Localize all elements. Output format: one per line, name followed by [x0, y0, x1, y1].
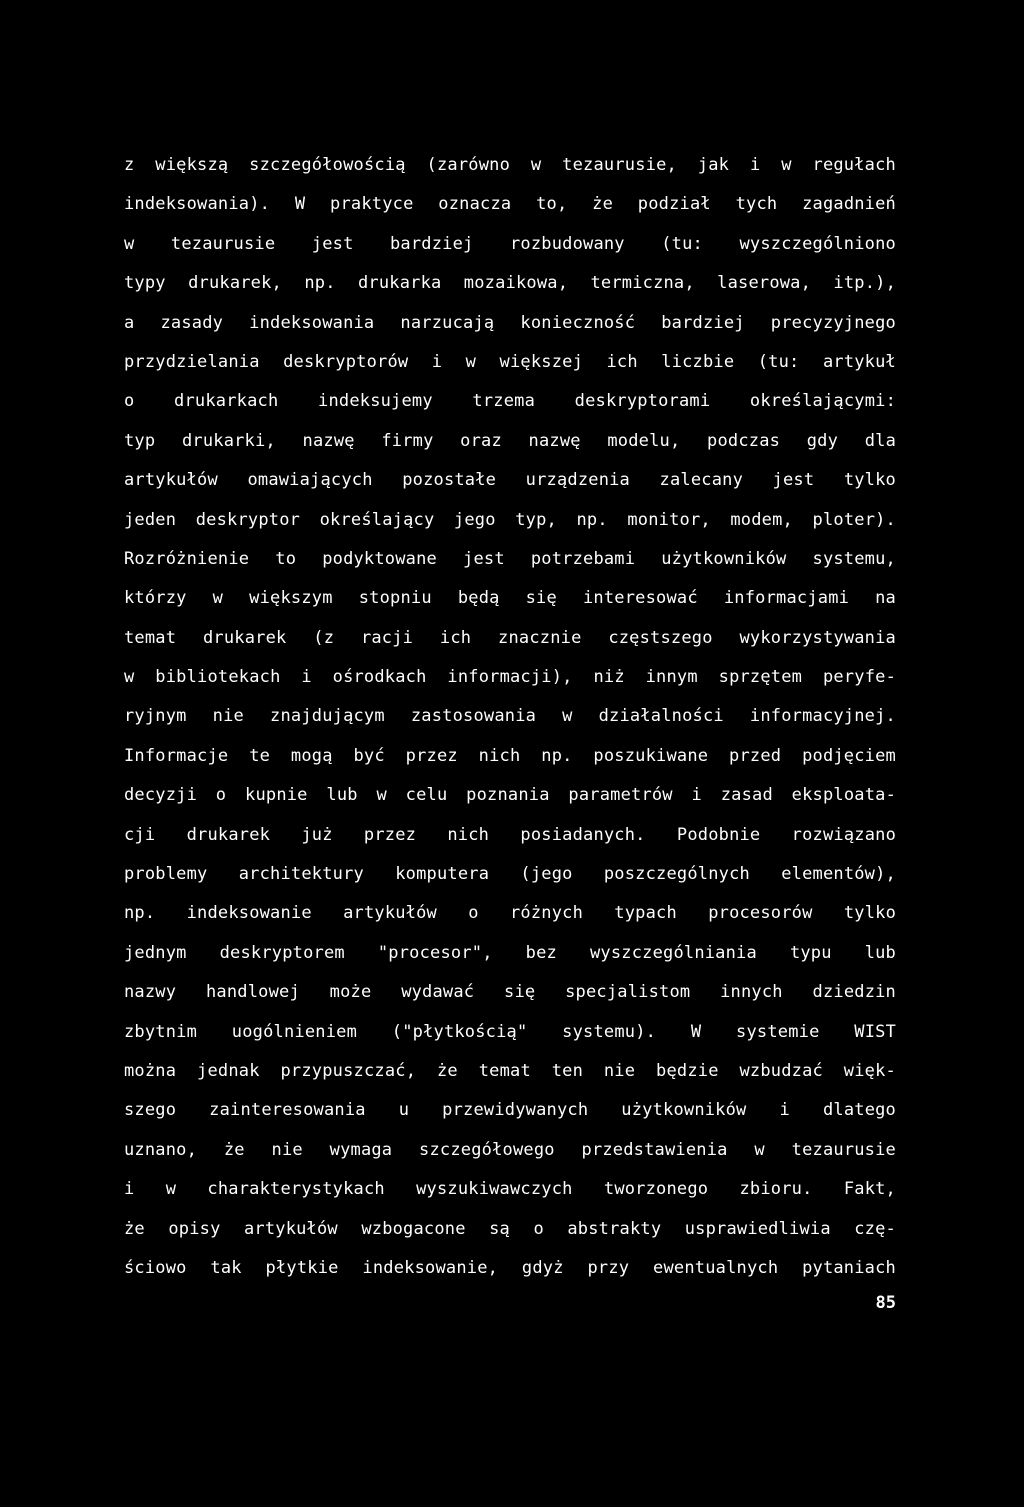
text-line: artykułów omawiających pozostałe urządzenia zalecany jest tylko [124, 470, 896, 491]
text-line: w bibliotekach i ośrodkach informacji), niż innym sprzętem peryfe- [124, 667, 896, 688]
text-line: typy drukarek, np. drukarka mozaikowa, termiczna, laserowa, itp.), [124, 273, 896, 294]
text-line: temat drukarek (z racji ich znacznie częstszego wykorzystywania [124, 627, 896, 648]
text-line: indeksowania). W praktyce oznacza to, że podział tych zagadnień [124, 194, 896, 215]
text-line: szego zainteresowania u przewidywanych użytkowników i dlatego [124, 1100, 896, 1121]
text-line: zbytnim uogólnieniem ("płytkością" systemu). W systemie WIST [124, 1021, 896, 1042]
text-line: typ drukarki, nazwę firmy oraz nazwę modelu, podczas gdy dla [124, 430, 896, 451]
text-line: cji drukarek już przez nich posiadanych. Podobnie rozwiązano [124, 824, 896, 845]
text-line: ściowo tak płytkie indeksowanie, gdyż przy ewentualnych pytaniach [124, 1257, 896, 1278]
text-line: decyzji o kupnie lub w celu poznania parametrów i zasad eksploata- [124, 785, 896, 806]
text-line: uznano, że nie wymaga szczegółowego przedstawienia w tezaurusie [124, 1139, 896, 1160]
text-line: jeden deskryptor określający jego typ, np. monitor, modem, ploter). [124, 509, 896, 530]
text-line: którzy w większym stopniu będą się interesować informacjami na [124, 588, 896, 609]
text-line: nazwy handlowej może wydawać się specjalistom innych dziedzin [124, 982, 896, 1003]
text-line: jednym deskryptorem "procesor", bez wyszczególniania typu lub [124, 942, 896, 963]
text-line: problemy architektury komputera (jego poszczególnych elementów), [124, 864, 896, 885]
text-line: ryjnym nie znajdującym zastosowania w działalności informacyjnej. [124, 706, 896, 727]
text-line: że opisy artykułów wzbogacone są o abstrakty usprawiedliwia czę- [124, 1218, 896, 1239]
body-text [124, 150, 896, 1292]
text-line: a zasady indeksowania narzucają konieczność bardziej precyzyjnego [124, 312, 896, 333]
text-line: przydzielania deskryptorów i w większej ich liczbie (tu: artykuł [124, 351, 896, 372]
text-line: o drukarkach indeksujemy trzema deskryptorami określającymi: [124, 391, 896, 412]
text-line: np. indeksowanie artykułów o różnych typach procesorów tylko [124, 903, 896, 924]
text-line: Informacje te mogą być przez nich np. poszukiwane przed podjęciem [124, 745, 896, 766]
text-line: i w charakterystykach wyszukiwawczych tworzonego zbioru. Fakt, [124, 1179, 896, 1200]
text-line: w tezaurusie jest bardziej rozbudowany (tu: wyszczególniono [124, 233, 896, 254]
text-line: z większą szczegółowością (zarówno w tezaurusie, jak i w regułach [124, 155, 896, 175]
text-line: można jednak przypuszczać, że temat ten nie będzie wzbudzać więk- [124, 1060, 896, 1081]
text-line: Rozróżnienie to podyktowane jest potrzebami użytkowników systemu, [124, 548, 896, 569]
page-number: 85 [875, 1292, 896, 1313]
